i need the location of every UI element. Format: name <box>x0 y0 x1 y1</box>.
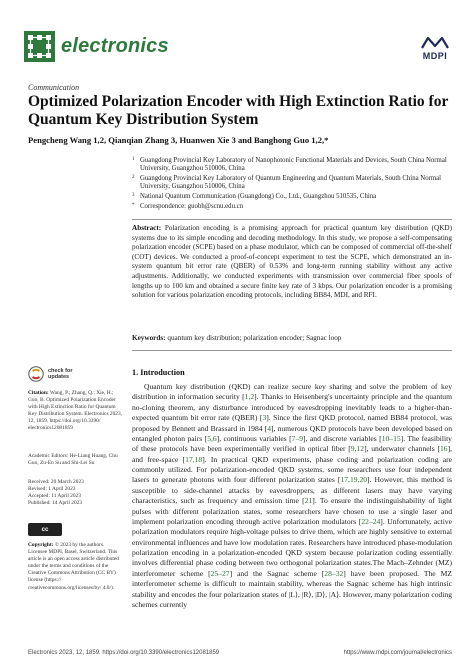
intro-text: ]. Since the first QKD protocol, named BB84 protocol, was proposed by Bennett and Brassard in 1984 [ <box>132 413 453 433</box>
affiliation-text: Guangdong Provincial Key Laboratory of Nanophotonic Functional Materials and Devices, South China Normal University, Guangzhou 510006, China <box>140 157 447 173</box>
intro-text: ]. However, this method is susceptible to side-channel attacks by eavesdroppers, as different lasers may have varying characteristics, such as frequency and emission time [ <box>132 475 452 506</box>
affiliation-text: Correspondence: guobh@scnu.edu.cn <box>140 202 244 210</box>
academic-editors: Academic Editors: He-Liang Huang, Chu Guo, Zu-En Su and Shi-Lei Su <box>28 453 118 467</box>
updates-line-1: check for <box>48 367 73 374</box>
intro-text: ] have been proposed. The MZ interferometer scheme is difficult to maintain stability, whereas the Sagnac scheme has high intrinsic stability and encodes the four polarization states of |L⟩, |R⟩, |D⟩, |A⟩. However, many polarization coding schemes currently <box>132 568 452 609</box>
revised-date: Revised: 1 April 2023 <box>28 486 76 493</box>
author-list: Pengcheng Wang 1,2, Qianqian Zhang 3, Huanwen Xie 3 and Banghong Guo 1,2,* <box>28 135 329 145</box>
reference-link[interactable]: 3 <box>262 413 267 423</box>
reference-link[interactable]: 21 <box>304 496 313 506</box>
footer-url[interactable]: https://www.mdpi.com/journal/electronics <box>343 650 452 656</box>
received-date: Received: 20 March 2023 <box>28 479 84 485</box>
section-heading: 1. Introduction <box>132 368 185 377</box>
affiliation-text: National Quantum Communication (Guangdong) Co., Ltd., Guangzhou 510535, China <box>140 192 377 200</box>
journal-logo[interactable] <box>24 31 169 62</box>
intro-text: Quantum key distribution (QKD) can realize secure key sharing and solve the problem of key distribution in information security [ <box>132 382 452 402</box>
journal-name: electronics <box>61 35 169 57</box>
reference-link[interactable]: 7–9 <box>291 433 304 443</box>
intro-text: ]. In practical QKD experiments, phase coding and polarization coding are commonly utilized. For polarization-encoded QKD systems, some researchers use four independent lasers to generate photons with four different polarization states [ <box>132 454 452 485</box>
reference-link[interactable]: 17,19,20 <box>340 475 368 485</box>
abstract-text: Polarization encoding is a promising approach for practical quantum key distribution (QKD) systems due to its simple encoding and decoding methodology. In this study, we propose a self-compensating polarization encoder (SCPE) based on a phase modulator, which can be composed of commercial off-the-shelf (COT) devices. We conducted a proof-of-concept experiment to test the SCPE, which demonstrated an in-system quantum bit error rate (QBER) of 0.53% and long-term running stability without any active adjustments. Additionally, we conducted experiments with transmission over commercial fiber spools of lengths up to 100 km and obtained a secure finite key rate of 3 kbps. Our polarization encoder is a promising solution for various polarization encoding protocols, including BB84, MDI, and RFI. <box>132 224 453 300</box>
mdpi-logo-icon <box>420 36 450 50</box>
footer-citation[interactable]: Electronics 2023, 12, 1859. https://doi.org/10.3390/electronics12081859 <box>28 650 220 656</box>
copyright-block <box>28 542 123 592</box>
reference-link[interactable]: 10–15 <box>381 433 401 443</box>
intro-text: ], and free-space [ <box>132 444 453 464</box>
publisher-name: MDPI <box>422 51 448 61</box>
published-date: Published: 14 April 2023 <box>28 500 83 507</box>
reference-link[interactable]: 25–27 <box>210 568 230 578</box>
keywords-text: quantum key distribution; polarization encoder; Sagnac loop <box>167 334 342 342</box>
citation-label: Citation: <box>28 390 49 396</box>
reference-link[interactable]: 5,6 <box>207 433 217 443</box>
publisher-logo[interactable] <box>420 36 450 61</box>
abstract <box>132 224 452 301</box>
divider <box>132 219 452 220</box>
accepted-date: Accepted: 11 April 2023 <box>28 493 81 500</box>
affiliation-item <box>132 157 452 173</box>
copyright-label: Copyright: <box>28 542 54 548</box>
check-updates-icon <box>28 366 44 382</box>
reference-link[interactable]: 4 <box>267 423 272 433</box>
intro-text: ], numerous QKD protocols have been developed based on entangled photon pairs [ <box>132 423 453 443</box>
affiliation-number: 3 <box>132 192 135 198</box>
intro-text: ], and discrete variables [ <box>303 433 382 443</box>
updates-line-2: updates <box>48 374 70 380</box>
intro-text: ]. Thanks to Heisenberg's uncertainty principle and the quantum no-cloning theorem, any disturbance introduced by eavesdropping inevitably leads to a higher-than-expected quantum bit error rate (QBER) [ <box>132 392 453 423</box>
dates-block <box>28 479 123 507</box>
intro-text: ]. The feasibility of these protocols have been experimentally verified in optical fiber [ <box>132 433 452 454</box>
affiliation-item <box>132 193 452 201</box>
article-title: Optimized Polarization Encoder with High Extinction Ratio for Quantum Key Distribution System <box>28 93 449 128</box>
intro-text: ] and the Sagnac scheme [ <box>229 568 325 578</box>
reference-link[interactable]: 28–32 <box>324 568 344 578</box>
intro-text: ], continuous variables [ <box>216 433 292 443</box>
intro-text: ]. Unfortunately, active polarization modulators require high-voltage pulses to drive them, which are highly sensitive to external environmental influences and have low modulation rates. Researchers have introduced phase-modulation polarization encoding in a polarization-encoded QKD system because polarization coding essentially involves differential phase coding between two orthogonal polarization states.The Mach–Zehnder (MZ) interferometer scheme [ <box>132 516 452 578</box>
cc-icon: cc <box>41 526 49 533</box>
affiliation-number: 1 <box>132 157 135 162</box>
intro-text: ]. To ensure the indistinguishability of light pulses with different polarization states, some researchers have chosen to use a single laser and implement polarization encoding through active polarization modulators [ <box>132 496 452 526</box>
reference-link[interactable]: 1,2 <box>244 392 255 402</box>
check-for-updates-badge[interactable] <box>28 366 72 382</box>
affiliation-number: * <box>132 202 135 208</box>
intro-paragraph <box>132 382 452 610</box>
affiliation-list <box>132 157 452 212</box>
reference-link[interactable]: 22–24 <box>361 516 381 526</box>
page-footer <box>28 650 452 656</box>
reference-link[interactable]: 17,18 <box>185 454 203 464</box>
affiliation-text: Guangdong Provincial Key Laboratory of Quantum Engineering and Quantum Materials, South China Normal University, Guangzhou 510006, China <box>140 174 442 191</box>
cc-license-badge[interactable] <box>28 523 62 536</box>
intro-text: ], underwater channels [ <box>364 444 440 454</box>
affiliation-item <box>132 175 452 191</box>
abstract-label: Abstract: <box>132 224 162 232</box>
reference-link[interactable]: 9,12 <box>350 444 365 454</box>
copyright-text: © 2023 by the authors. Licensee MDPI, Basel, Switzerland. This article is an open access article distributed under the terms and conditions of the Creative Commons Attribution (CC BY) license (https:// creativecommons.org/licenses/by/ 4.0/). <box>28 542 120 591</box>
citation-text: Wang, P.; Zhang, Q.; Xie, H.; Guo, B. Optimized Polarization Encoder with High Extinction Ratio for Quantum Key Distribution System. Electronics 2023, 12, 1859. https://doi.org/10.3390/ electronics12081859 <box>28 390 123 432</box>
divider <box>132 350 452 351</box>
reference-link[interactable]: 16 <box>439 444 448 454</box>
article-type: Communication <box>28 83 80 92</box>
citation-block <box>28 390 123 433</box>
journal-logo-icon <box>24 31 55 62</box>
keywords-label: Keywords: <box>132 334 166 342</box>
affiliation-item <box>132 203 452 211</box>
keywords <box>132 334 452 344</box>
affiliation-number: 2 <box>132 174 135 180</box>
